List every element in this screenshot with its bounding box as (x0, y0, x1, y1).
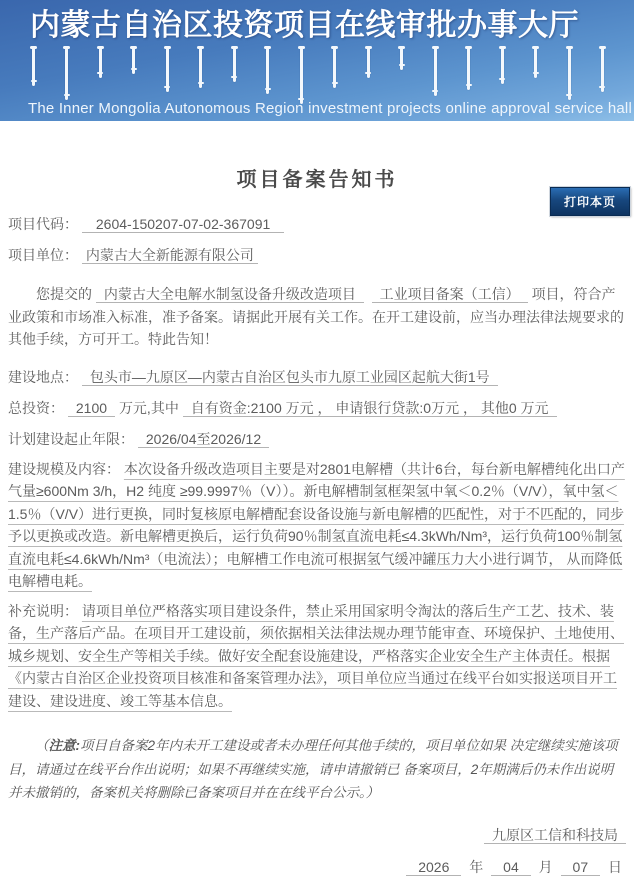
print-page-button[interactable]: 打印本页 (550, 187, 630, 216)
project-code-row (8, 212, 626, 236)
document-title: 项目备案告知书 (236, 169, 398, 191)
investment-detail-value: 自有资金:2100 万元 ， 申请银行贷款:0万元 ， 其他0 万元 (183, 400, 557, 417)
schedule-value: 2026/04至2026/12 (138, 431, 269, 448)
supplement-content: 请项目单位严格落实项目建设条件，禁止采用国家明令淘汰的落后生产工艺、技术、装备，生产落后产品。在项目开工建设前，须依据相关法律法规办理节能审查、环境保护、土地使用、城乡规划、安全生产等相关手续。做好安全配套设施建设，严格落实企业安全生产主体责任。根据《内蒙古自治区企业投资项目核准和备案管理办法》，项目单位应当通过在线平台如实报送项目开工建设、建设进度、竣工等基本信息。 (8, 602, 624, 709)
note-open: （ (35, 738, 49, 753)
date-day: 07 (561, 859, 601, 876)
mongolian-script (32, 48, 604, 100)
location-label: 建设地点： (8, 368, 78, 385)
project-unit-label: 项目单位： (8, 247, 78, 263)
date-row (8, 855, 626, 879)
note-paragraph (8, 734, 626, 805)
site-banner (0, 0, 634, 121)
document-body (0, 163, 634, 879)
note-bold-label: 注意: (48, 738, 80, 753)
schedule-row (8, 427, 626, 451)
scale-section (8, 458, 626, 593)
intro-prefix: 您提交的 (36, 286, 92, 302)
date-year: 2026 (406, 859, 461, 876)
supplement-label: 补充说明： (8, 602, 78, 619)
authority-row (8, 823, 626, 847)
date-day-unit: 日 (608, 858, 622, 875)
project-unit-row (8, 243, 626, 267)
date-year-unit: 年 (469, 858, 484, 875)
note-text: 项目自备案2年内未开工建设或者未办理任何其他手续的，项目单位如果 决定继续实施该项目，请通过在线平台作出说明；如果不再继续实施，请申请撤销已 备案项目，2年期满后仍未作出说明并未撤销的，备案机关将删除已备案项目并在在线平台公示。） (8, 738, 618, 800)
supplement-section (8, 600, 626, 713)
schedule-label: 计划建设起止年限： (8, 430, 134, 447)
location-value: 包头市—九原区—内蒙古自治区包头市九原工业园区起航大街1号 (82, 369, 498, 386)
site-title-cn: 内蒙古自治区投资项目在线审批办事大厅 (30, 9, 579, 42)
project-unit-value: 内蒙古大全新能源有限公司 (82, 247, 258, 264)
investment-row (8, 396, 626, 420)
filing-type-value: 工业项目备案（工信） (372, 286, 528, 303)
investment-label: 总投资： (8, 399, 64, 416)
site-title-en: The Inner Mongolia Autonomous Region investment projects online approval service hall (28, 100, 632, 117)
scale-label: 建设规模及内容： (8, 460, 120, 477)
investment-total-value: 2100 (68, 400, 115, 417)
project-code-value: 2604-150207-07-02-367091 (82, 216, 284, 233)
project-name-value: 内蒙古大全电解水制氢设备升级改造项目 (96, 286, 364, 303)
investment-mid-text: 万元,其中 (118, 399, 179, 416)
date-month: 04 (491, 859, 531, 876)
scale-content: 本次设备升级改造项目主要是对2801电解槽（共计6台，每台新电解槽纯化出口产气量≥600Nm 3/h，H2 纯度 ≥99.9997％（V））。新电解槽制氢框架氢中氧＜0.2％（V/V），氧中氢＜1.5％（V/V）进行更换，同时复核原电解槽配套设备设施与新电解槽的匹配性，对于不匹配的，同步予以更换或改造。新电解槽更换后，运行负荷90％制氢直流电耗≤4.3kWh/Nm³，运行负荷100％制氢直流电耗≤4.6kWh/Nm³（电流法）；电解槽工作电流可根据氢气缓冲罐压力大小进行调节， 从而降低电解槽电耗。 (8, 460, 625, 589)
project-code-label: 项目代码： (8, 216, 78, 232)
intro-paragraph (8, 283, 626, 351)
authority-name: 九原区工信和科技局 (484, 827, 626, 844)
intro-suffix: 项目，符合产业政策和市场准入标准，准予备案。请据此开展有关工作。在开工建设前，应当办理法律法规要求的其他手续，方可开工。特此告知！ (8, 286, 624, 347)
date-month-unit: 月 (538, 858, 553, 875)
location-row (8, 365, 626, 389)
